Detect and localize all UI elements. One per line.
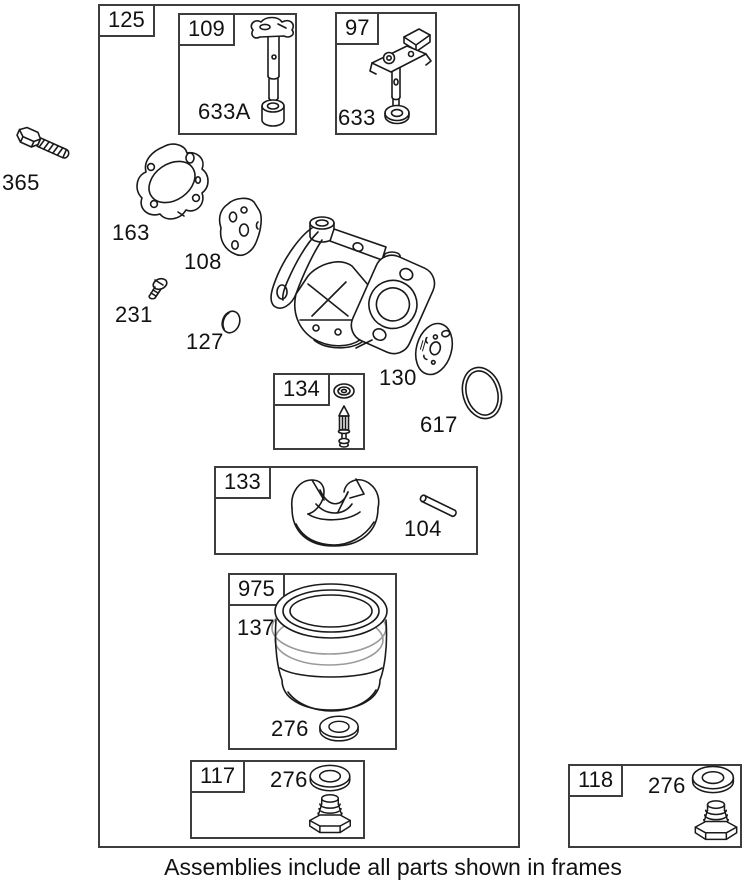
bushing-633A-label-text: 633A <box>198 99 251 124</box>
drain-washer-276-label <box>270 768 308 792</box>
washer-633-label <box>338 106 376 130</box>
drain-screw-kit-number-text: 117 <box>200 763 236 788</box>
bowl-washer-276-drawing <box>317 714 361 745</box>
choke-bushing-633A-drawing <box>258 98 288 128</box>
pin-104-label <box>404 517 442 541</box>
main-frame-number-text: 125 <box>108 7 145 32</box>
bushing-633A-label <box>198 100 251 124</box>
bolt-365-label <box>2 171 40 195</box>
choke-shaft-kit-number-text: 109 <box>188 16 225 41</box>
needle-seat-drawing <box>332 382 356 402</box>
throttle-shaft-drawing <box>360 25 435 110</box>
plate-130-label <box>379 366 417 390</box>
oring-617-drawing <box>458 362 506 424</box>
float-drawing <box>286 468 382 554</box>
bowl-nut-drawing <box>686 798 744 845</box>
air-cleaner-gasket-drawing <box>134 142 212 227</box>
drain-washer-276-label-text: 276 <box>270 767 308 792</box>
float-kit-number <box>214 466 271 499</box>
throttle-washer-633-drawing <box>383 102 411 128</box>
drain-screw-drawing <box>301 792 359 838</box>
bowl-nut-kit-number-text: 118 <box>578 767 614 792</box>
pin-104-label-text: 104 <box>404 516 442 541</box>
float-bowl-drawing <box>268 580 394 722</box>
carburetor-body-drawing <box>252 208 434 360</box>
gasket-163-label-text: 163 <box>112 220 150 245</box>
needle-valve-drawing <box>334 404 354 448</box>
main-frame-number <box>98 4 155 37</box>
mounting-bolt-drawing <box>12 128 76 176</box>
oring-617-label-text: 617 <box>420 412 458 437</box>
oring-617-label <box>420 413 458 437</box>
choke-shaft-drawing <box>245 16 300 108</box>
caption-text: Assemblies include all parts shown in frames <box>164 854 622 880</box>
bowl-washer-276-label <box>271 717 309 741</box>
screw-231-label-text: 231 <box>115 302 153 327</box>
gasket-163-label <box>112 221 150 245</box>
washer-633-label-text: 633 <box>338 105 376 130</box>
bowl-oring-137-label <box>237 616 275 640</box>
gasket-108-label <box>184 250 222 274</box>
throttle-shaft-kit-number-text: 97 <box>345 15 370 40</box>
plug-127-label-text: 127 <box>186 329 224 354</box>
plug-127-label <box>186 330 224 354</box>
screw-231-label <box>115 303 153 327</box>
bolt-365-label-text: 365 <box>2 170 40 195</box>
drain-screw-kit-number <box>190 760 245 793</box>
bowl-nut-kit-number <box>568 764 623 797</box>
bowl-kit-number-text: 975 <box>238 576 275 601</box>
caption <box>70 854 716 881</box>
bowl-washer-276-label-text: 276 <box>271 716 309 741</box>
needle-valve-kit-number-text: 134 <box>283 376 320 401</box>
bowlnut-washer-276-label-text: 276 <box>648 773 686 798</box>
choke-shaft-kit-number <box>178 13 235 46</box>
bowlnut-washer-276-drawing <box>688 764 738 797</box>
drain-washer-276-drawing <box>306 763 354 795</box>
gasket-108-label-text: 108 <box>184 249 222 274</box>
needle-valve-kit-number <box>273 373 330 406</box>
idle-screw-drawing <box>145 276 171 304</box>
bowl-oring-137-label-text: 137 <box>237 615 275 640</box>
plate-130-label-text: 130 <box>379 365 417 390</box>
float-kit-number-text: 133 <box>224 469 261 494</box>
bowlnut-washer-276-label <box>648 774 686 798</box>
